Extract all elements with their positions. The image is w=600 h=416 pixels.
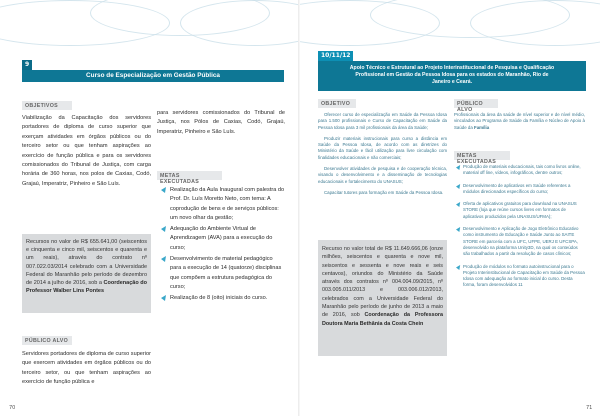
section-title: Curso de Especialização em Gestão Pública [22, 70, 284, 82]
list-item: Produção de módulos no formato autoinstrucional para o Projeto Interinstitucional de Capacitação em Saúde da Pessoa Idosa com adequação ao formato inicial do curso. Desta forma, foram desenvolvidos 11 [456, 264, 585, 289]
list-item: Produção de materiais educacionais, tais como livros online, material off line, vídeos, infográficos, dentre outros; [456, 164, 585, 177]
bullet-icon [456, 184, 462, 190]
funding-text: Recurso no valor total de R$ 11.649.666,06 (onze milhões, seiscentos e quarenta e nove mil, seiscentos e sessenta e nove reais e seis centavos), oriundos do Ministério da Saúde através dos contratos nº 004.004.09/2015, nº 003.005.011/2013 e 003.006.012/2013, celebrados com a Universidade Federal do Maranhão pelo período de junho de 2013 a maio de 2016, sob Coordenação da Professora Doutora Maria Bethânia da Costa Chein [322, 246, 443, 327]
bullet-icon [456, 202, 462, 208]
publico-alvo-text: Servidores portadores de diploma de curso superior que exercem atividades em órgãos públicos ou do terceiro setor, ou que tenham aspirações ao exercício de função pública e [22, 351, 151, 386]
decorative-curl [180, 0, 300, 46]
metas-label: METAS EXECUTADAS [157, 171, 222, 180]
objetivo-paragraph: Oferecer curso de especialização em Saúde da Pessoa Idosa para 1.500 profissionais e Curso de Capacitação em Saúde da Pessoa Idosa para 3 mil profissionais da área da Saúde; [318, 112, 447, 130]
metas-list [161, 186, 285, 306]
funding-text: Recursos no valor de R$ 655.641,00 (seiscentos e cinquenta e cinco mil, seiscentos e quarenta e um reais), através do contrato nº 007.022.03/2014 celebrado com a Universidade Federal do Maranhão pelo período de dezembro de 2014 a julho de 2016, sob a Coordenação do Professor Walber Lins Pontes [26, 239, 147, 295]
list-item: Realização de 8 (oito) iniciais do curso. [161, 294, 285, 303]
bullet-icon [161, 295, 167, 301]
list-item: Realização da Aula Inaugural com palestra do Prof. Dr. Luís Moretto Neto, com tema: A coprodução de bens e de serviços públicos: um novo olhar da gestão; [161, 186, 285, 223]
section-number: 9 [22, 60, 32, 70]
page-number: 70 [9, 405, 16, 411]
objetivos-continued: para servidores comissionados do Tribunal de Justiça, nos Pólos de Caxias, Codó, Grajaú, Imperatriz, Pinheiro e São Luís. [157, 110, 285, 135]
bullet-icon [456, 227, 462, 233]
publico-alvo-label: PÚBLICO ALVO [22, 336, 72, 345]
page-number: 71 [586, 405, 593, 411]
objetivo-label: OBJETIVO [318, 99, 356, 108]
objetivo-paragraph: Desenvolver atividades de pesquisa e de cooperação técnica, visando o desenvolvimento e a disseminação de tecnologias educacionais e fortalecimento do UNASUS; [318, 166, 447, 184]
bullet-icon [456, 265, 462, 271]
list-item: Oferta de aplicativos gratuitos para download na UNASUS STORE (loja que reúne cursos livres em formatos de aplicativos produzidos pela UNASUS/UFMA); [456, 201, 585, 220]
right-page [300, 0, 600, 416]
list-item: Desenvolvimento e Aplicação de Jogo Eletrônico Educativo como instrumento de Educação e Saúde Junto ao SAITE STORE em parceria com a UFC, UFPE, UERJ E UFCSPA, desenvolvido na plataforma Unity3D, na qual os conteúdos são trabalhados a partir da resolução de casos clínicos; [456, 226, 585, 257]
metas-list [456, 164, 585, 289]
publico-alvo-text: Profissionais da área da saúde de nível superior e de nível médio, vinculados ao Programa de Saúde da Família e Núcleo de Apoio à Saúde da Família [454, 112, 585, 130]
objetivo-paragraph: Capacitar tutores para formação em Saúde da Pessoa Idosa. [324, 189, 444, 195]
objetivo-block [318, 112, 447, 196]
list-item: Adequação do Ambiente Virtual de Aprendizagem (AVA) para a execução do curso; [161, 225, 285, 253]
funding-box [22, 234, 151, 313]
list-item: Desenvolvimento de aplicativos em Saúde referentes a módulos direcionados específicos do curso; [456, 183, 585, 196]
objetivo-paragraph: Produzir materiais instrucionais para curso a distância em Saúde da Pessoa Idosa, de acordo com as diretrizes do Ministério da Saúde e fácil utilização para livre circulação com finalidades educacionais e não comerciais; [318, 135, 447, 160]
bullet-icon [456, 165, 462, 171]
bullet-icon [161, 226, 167, 232]
objetivos-text: Viabilização da Capacitação dos servidores portadores de diploma de curso superior que exerçam atividades em órgãos públicos ou do terceiro setor ou que tenham aspirações ao exercício de função pública e para os servidores comissionados do Tribunal de Justiça, com carga horária de 360 horas, nos polos de Caxias, Codó, Grajaú, Imperatriz, Pinheiro e São Luís. [22, 115, 151, 187]
objetivos-label: OBJETIVOS [22, 101, 72, 110]
funding-box [318, 240, 447, 356]
section-number: 10/11/12 [318, 51, 353, 61]
bullet-icon [161, 256, 167, 262]
bullet-icon [161, 187, 167, 193]
section-title: Apoio Técnico e Estrutural ao Projeto Interinstitucional de Pesquisa e Qualificação Profissional em Gestão da Pessoa Idosa para os estados do Maranhão, Rio de Janeiro e Ceará. [318, 61, 586, 91]
publico-alvo-label: PÚBLICO ALVO [454, 99, 498, 108]
metas-label: METAS EXECUTADAS [454, 151, 510, 160]
list-item: Desenvolvimento de material pedagógico para a execução de 14 (quatorze) disciplinas que compõem a estrutura pedagógica do curso; [161, 255, 285, 292]
